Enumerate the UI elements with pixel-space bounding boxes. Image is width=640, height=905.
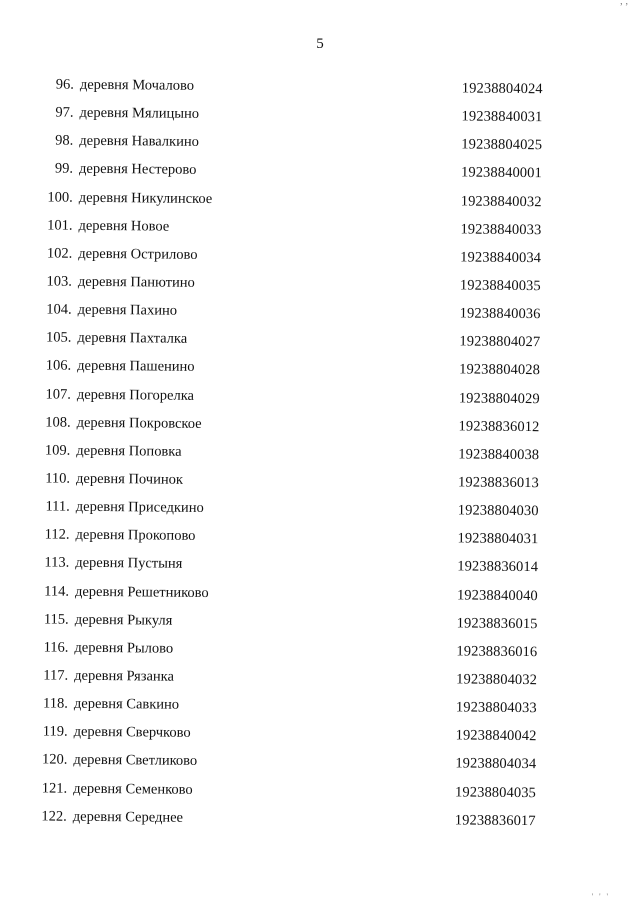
settlement-name: деревня Сверчково bbox=[73, 723, 191, 742]
oktmo-code: 19238804030 bbox=[457, 502, 539, 520]
settlement-name: деревня Решетниково bbox=[74, 583, 209, 601]
item-number: 99. bbox=[54, 160, 74, 178]
oktmo-code: 19238804034 bbox=[455, 755, 537, 773]
settlement-name: деревня Панютино bbox=[77, 273, 195, 291]
item-number: 111. bbox=[45, 498, 70, 515]
oktmo-code: 19238836014 bbox=[457, 558, 539, 576]
item-number: 113. bbox=[44, 554, 70, 572]
item-number: 106. bbox=[45, 357, 72, 375]
item-number: 117. bbox=[43, 667, 69, 684]
oktmo-code: 19238840042 bbox=[455, 727, 537, 745]
oktmo-code: 19238804024 bbox=[461, 80, 543, 98]
item-number: 109. bbox=[44, 442, 71, 459]
settlement-name: деревня Навалкино bbox=[79, 133, 199, 151]
oktmo-code: 19238840032 bbox=[460, 192, 542, 210]
settlement-name: деревня Рылово bbox=[74, 639, 174, 657]
oktmo-code: 19238840034 bbox=[460, 249, 542, 267]
oktmo-code: 19238836017 bbox=[454, 812, 536, 829]
settlement-name: деревня Пахино bbox=[77, 301, 178, 319]
settlement-name: деревня Новое bbox=[78, 217, 170, 235]
settlement-name: деревня Светликово bbox=[73, 752, 198, 770]
oktmo-code: 19238840040 bbox=[456, 586, 538, 604]
item-number: 116. bbox=[43, 639, 69, 656]
oktmo-code: 19238836012 bbox=[458, 418, 540, 435]
item-number: 122. bbox=[41, 808, 67, 825]
settlement-name: деревня Острилово bbox=[78, 245, 198, 263]
settlement-list bbox=[0, 70, 640, 836]
oktmo-code: 19238836016 bbox=[456, 643, 538, 660]
settlement-name: деревня Покровское bbox=[76, 414, 202, 432]
oktmo-code: 19238840038 bbox=[458, 446, 540, 464]
oktmo-code: 19238836015 bbox=[456, 615, 538, 632]
settlement-name: деревня Мялицыно bbox=[79, 104, 200, 123]
settlement-name: деревня Пашенино bbox=[77, 358, 195, 376]
oktmo-code: 19238804027 bbox=[459, 333, 541, 351]
item-number: 120. bbox=[41, 751, 68, 769]
oktmo-code: 19238804033 bbox=[455, 699, 537, 717]
oktmo-code: 19238840031 bbox=[461, 108, 543, 126]
oktmo-code: 19238836013 bbox=[457, 474, 539, 492]
item-number: 100. bbox=[47, 189, 73, 206]
settlement-name: деревня Савкино bbox=[73, 695, 180, 713]
item-number: 115. bbox=[43, 611, 69, 628]
item-number: 103. bbox=[46, 273, 73, 290]
item-number: 98. bbox=[55, 132, 74, 149]
oktmo-code: 19238840001 bbox=[460, 164, 542, 182]
oktmo-code: 19238840035 bbox=[459, 277, 541, 295]
settlement-name: деревня Семенково bbox=[73, 780, 193, 798]
item-number: 110. bbox=[45, 470, 71, 487]
settlement-name: деревня Прокопово bbox=[75, 526, 196, 545]
page-number: 5 bbox=[316, 36, 324, 52]
settlement-name: деревня Пустыня bbox=[75, 555, 183, 573]
item-number: 121. bbox=[41, 779, 68, 797]
settlement-name: деревня Пахталка bbox=[77, 330, 188, 348]
scan-corner-mark: ‚ , bbox=[619, 0, 628, 7]
list-item bbox=[0, 802, 633, 836]
item-number: 105. bbox=[45, 329, 72, 346]
item-number: 108. bbox=[45, 414, 71, 431]
item-number: 107. bbox=[45, 385, 71, 403]
oktmo-code: 19238840033 bbox=[460, 221, 542, 238]
settlement-name: деревня Погорелка bbox=[76, 386, 195, 404]
item-number: 96. bbox=[55, 76, 74, 93]
item-number: 112. bbox=[44, 526, 70, 543]
settlement-name: деревня Нестерово bbox=[78, 161, 197, 179]
oktmo-code: 19238804031 bbox=[457, 530, 539, 548]
item-number: 114. bbox=[44, 582, 70, 600]
settlement-name: деревня Рыкуля bbox=[74, 611, 173, 629]
settlement-name: деревня Поповка bbox=[76, 442, 182, 460]
oktmo-code: 19238804032 bbox=[456, 671, 538, 689]
settlement-name: деревня Рязанка bbox=[74, 667, 175, 685]
settlement-name: деревня Середнее bbox=[72, 808, 184, 826]
item-number: 104. bbox=[46, 301, 72, 318]
settlement-name: деревня Мочалово bbox=[79, 76, 195, 94]
item-number: 97. bbox=[55, 104, 74, 121]
scan-bottom-mark: ' ' ' bbox=[591, 892, 610, 901]
oktmo-code: 19238804028 bbox=[459, 361, 541, 379]
oktmo-code: 19238840036 bbox=[459, 305, 541, 323]
item-number: 101. bbox=[47, 217, 73, 234]
settlement-name: деревня Починок bbox=[76, 470, 184, 488]
oktmo-code: 19238804029 bbox=[458, 389, 540, 407]
oktmo-code: 19238804025 bbox=[461, 136, 543, 154]
settlement-name: деревня Никулинское bbox=[78, 189, 213, 207]
item-number: 118. bbox=[43, 695, 68, 712]
settlement-name: деревня Приседкино bbox=[75, 498, 204, 517]
oktmo-code: 19238804035 bbox=[455, 783, 537, 801]
item-number: 102. bbox=[46, 245, 73, 262]
item-number: 119. bbox=[42, 723, 68, 740]
